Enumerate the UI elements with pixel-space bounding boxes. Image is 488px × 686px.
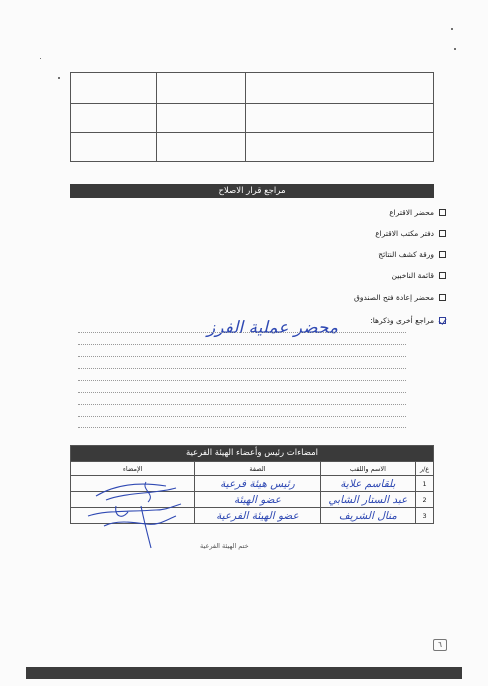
checklist-item-label: مراجع أخرى وذكرها: <box>370 315 434 325</box>
handwritten-other-reference: محضر عملية الفرز <box>207 318 338 338</box>
checklist-item[interactable] <box>375 227 446 239</box>
handwritten-role: عضو الهيئة <box>194 492 319 507</box>
column-header-name: الاسم واللقب <box>320 462 415 475</box>
checkbox[interactable] <box>439 230 446 237</box>
handwritten-role: رئيس هيئة فرعية <box>194 476 319 491</box>
table-row <box>71 132 433 162</box>
scan-speck <box>454 48 456 50</box>
column-header-role: الصفة <box>194 462 319 475</box>
stamp-caption: ختم الهيئة الفرعية <box>200 542 249 550</box>
dotted-line <box>78 368 406 369</box>
dotted-line <box>78 344 406 345</box>
handwritten-signatures <box>86 476 186 552</box>
footer-bar <box>26 667 462 679</box>
table-header-row <box>71 461 433 475</box>
reference-checklist <box>226 206 446 326</box>
checklist-item[interactable] <box>389 206 446 218</box>
empty-top-table <box>70 72 434 162</box>
signature-scribble-1 <box>96 484 176 500</box>
checklist-item-label: ورقة كشف النتائج <box>378 249 434 259</box>
scan-speck <box>58 77 60 79</box>
checklist-item-label: قائمة الناخبين <box>391 270 434 280</box>
checklist-item-label: محضر إعادة فتح الصندوق <box>354 292 434 302</box>
handwritten-name: منال الشريف <box>320 508 415 523</box>
scan-speck <box>451 28 453 30</box>
dotted-line <box>78 332 406 333</box>
row-number: 3 <box>415 508 433 523</box>
page-number: ٦ <box>433 639 447 651</box>
checklist-item-label: محضر الاقتراع <box>389 207 434 217</box>
table-column-divider <box>245 73 246 161</box>
checklist-item[interactable] <box>392 269 447 281</box>
checkbox[interactable] <box>439 209 446 216</box>
checkbox[interactable] <box>439 272 446 279</box>
dotted-line <box>78 404 406 405</box>
table-column-divider <box>156 73 157 161</box>
handwritten-name: عبد الستار الشابي <box>320 492 415 507</box>
dotted-line <box>78 392 406 393</box>
scan-speck <box>40 58 41 59</box>
checklist-item[interactable] <box>354 291 446 303</box>
dotted-line <box>78 380 406 381</box>
checklist-item[interactable] <box>370 314 446 326</box>
column-header-signature: الإمضاء <box>122 464 143 473</box>
checklist-item-label: دفتر مكتب الاقتراع <box>375 228 434 238</box>
handwritten-role: عضو الهيئة الفرعية <box>194 508 319 523</box>
table-row <box>71 73 433 103</box>
checkbox[interactable] <box>439 251 446 258</box>
checked-checkbox[interactable] <box>439 317 446 324</box>
dotted-line <box>78 356 406 357</box>
section-title-bar: مراجع قرار الاصلاح <box>70 184 434 198</box>
column-header-number: ع/ر <box>415 462 433 475</box>
row-number: 1 <box>415 476 433 491</box>
handwritten-name: بلقاسم علاية <box>320 476 415 491</box>
checklist-item[interactable] <box>378 248 446 260</box>
row-number: 2 <box>415 492 433 507</box>
signature-scribble-3 <box>104 506 176 548</box>
checkbox[interactable] <box>439 294 446 301</box>
table-row <box>71 103 433 133</box>
signature-scribble-2 <box>88 504 181 516</box>
signatures-table-title: امضاءات رئيس وأعضاء الهيئة الفرعية <box>71 446 433 461</box>
dotted-line <box>78 416 406 417</box>
dotted-line <box>78 427 406 428</box>
